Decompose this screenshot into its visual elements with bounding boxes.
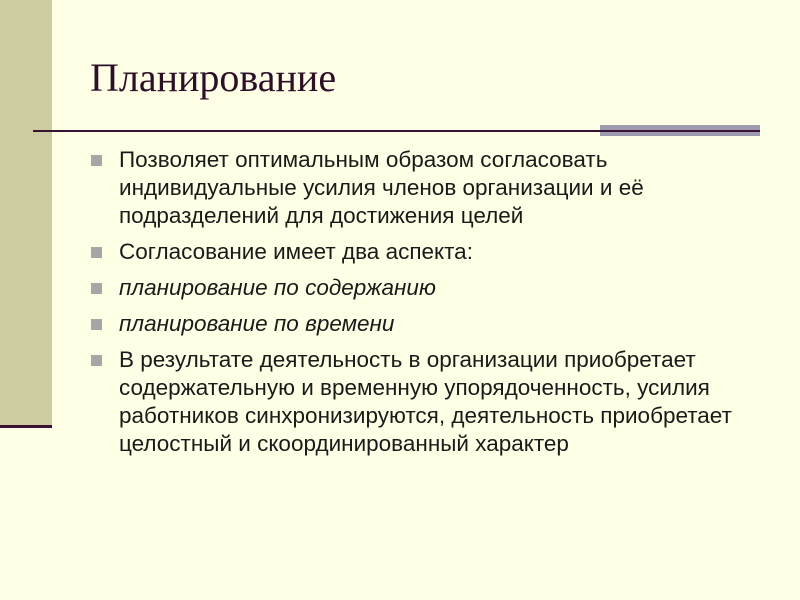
bullet-text: планирование по содержанию [119, 275, 436, 300]
bullet-item [91, 238, 751, 266]
bullet-item [91, 346, 751, 458]
bullet-text: Позволяет оптимальным образом согласовать индивидуальные усилия членов организации и её подразделений для достижения целей [119, 147, 644, 228]
slide-title: Планирование [90, 55, 337, 100]
bullet-item [91, 274, 751, 302]
bullet-text: Согласование имеет два аспекта: [119, 239, 473, 264]
square-bullet-icon [91, 155, 102, 166]
square-bullet-icon [91, 319, 102, 330]
left-band-underline [0, 425, 52, 428]
bullet-text: В результате деятельность в организации приобретает содержательную и временную упорядоченность, усилия работников синхронизируются, деятельность приобретает целостный и скоординированный характер [119, 347, 732, 456]
bullet-item [91, 310, 751, 338]
bullet-list [91, 146, 751, 466]
title-divider-line-right [600, 130, 760, 132]
title-divider-line [33, 130, 601, 132]
bullet-item [91, 146, 751, 230]
left-decorative-band [0, 0, 52, 426]
square-bullet-icon [91, 283, 102, 294]
bullet-text: планирование по времени [119, 311, 395, 336]
square-bullet-icon [91, 247, 102, 258]
square-bullet-icon [91, 355, 102, 366]
